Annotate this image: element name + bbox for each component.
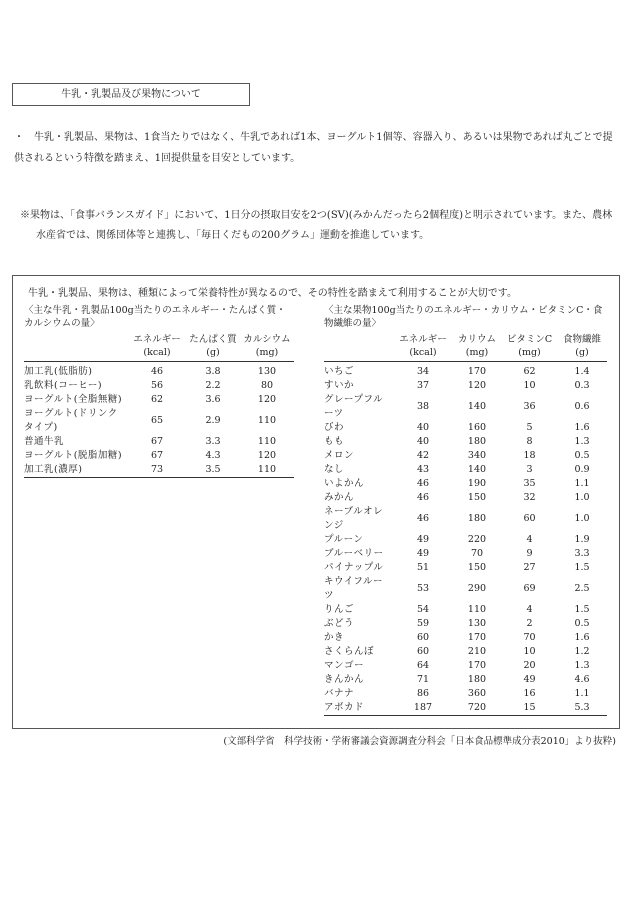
dairy-unit-energy: (kcal): [128, 346, 186, 362]
fruit-row-name: さくらんぼ: [324, 646, 375, 657]
fruit-unit-potassium: (mg): [452, 346, 502, 362]
fruit-row-energy: 40: [416, 422, 430, 433]
fruit-row-energy: 42: [416, 450, 430, 461]
dairy-row-protein: 2.9: [205, 415, 221, 426]
fruit-row: [324, 379, 607, 393]
fruit-row-energy: 60: [416, 632, 430, 643]
fruit-row-potassium: 720: [467, 702, 487, 713]
fruit-row-potassium: 120: [467, 380, 487, 391]
dairy-table: [24, 333, 294, 478]
dairy-row-energy: 67: [150, 436, 164, 447]
fruit-row: [324, 477, 607, 491]
fruit-row-name: マンゴー: [324, 660, 365, 671]
fruit-row-energy: 53: [416, 583, 430, 594]
fruit-row: [324, 491, 607, 505]
fruit-row-vitc: 4: [526, 604, 533, 615]
fruit-row-vitc: 62: [523, 366, 536, 377]
fruit-row: [324, 505, 607, 533]
fruit-row-potassium: 150: [467, 562, 487, 573]
dairy-row-energy: 56: [150, 380, 164, 391]
dairy-row-name: 加工乳(低脂肪): [24, 366, 93, 377]
fruit-row-potassium: 160: [467, 422, 487, 433]
fruit-row-name: ブルーベリー: [324, 548, 384, 559]
fruit-row-vitc: 10: [523, 380, 536, 391]
fruit-caption: 〈主な果物100g当たりのエネルギー・カリウム・ビタミンC・食物繊維の量〉: [324, 305, 603, 329]
fruit-row: [324, 435, 607, 449]
fruit-row-potassium: 170: [467, 660, 487, 671]
dairy-row-energy: 62: [150, 394, 164, 405]
fruit-row-potassium: 170: [467, 366, 487, 377]
dairy-row-energy: 46: [150, 366, 164, 377]
fruit-row: [324, 687, 607, 701]
fruit-row-energy: 64: [416, 660, 430, 671]
fruit-row-name: いよかん: [324, 478, 365, 489]
fruit-row-name: メロン: [324, 450, 355, 461]
fruit-table-section: [324, 304, 607, 716]
dairy-row-protein: 3.5: [205, 464, 221, 475]
fruit-row-name: いちご: [324, 366, 355, 377]
fruit-row-name: なし: [324, 464, 345, 475]
fruit-row-energy: 187: [413, 702, 433, 713]
note-text: ※果物は、「食事バランスガイド」において、1日分の摂取目安を2つ(SV)(みかんだったら2個程度)と明示されています。また、農林水産省では、関係団体等と連携し、「毎日くだもの200グラム」運動を推進しています。: [20, 210, 613, 241]
dairy-table-body: [24, 362, 294, 478]
fruit-row-fiber: 1.3: [574, 660, 590, 671]
dairy-unit-calcium: (mg): [240, 346, 294, 362]
fruit-row: [324, 463, 607, 477]
fruit-row-energy: 51: [416, 562, 430, 573]
fruit-row-potassium: 290: [467, 583, 487, 594]
fruit-row-fiber: 1.6: [574, 422, 590, 433]
fruit-row: [324, 673, 607, 687]
dairy-row-protein: 3.6: [205, 394, 221, 405]
section-title: 牛乳・乳製品及び果物について: [12, 83, 250, 106]
dairy-row-protein: 4.3: [205, 450, 221, 461]
fruit-row: [324, 701, 607, 716]
fruit-row-potassium: 70: [470, 548, 484, 559]
fruit-row-fiber: 0.5: [574, 450, 590, 461]
fruit-row-energy: 40: [416, 436, 430, 447]
fruit-row-vitc: 36: [523, 401, 536, 412]
fruit-row: [324, 631, 607, 645]
fruit-row: [324, 659, 607, 673]
nutrition-box: [12, 275, 620, 729]
fruit-row-vitc: 2: [526, 618, 533, 629]
fruit-row-fiber: 1.9: [574, 534, 590, 545]
fruit-row-energy: 46: [416, 513, 430, 524]
fruit-row-fiber: 1.4: [574, 366, 590, 377]
fruit-row-name: キウイフルーツ: [324, 576, 384, 601]
fruit-row-name: アボカド: [324, 702, 365, 713]
bullet-text: 牛乳・乳製品、果物は、1食当たりではなく、牛乳であれば1本、ヨーグルト1個等、容器入り、あるいは果物であれば丸ごとで提供されるという特徴を踏まえ、1回提供量を目安としています。: [14, 132, 613, 164]
dairy-header-protein: たんぱく質: [189, 334, 237, 345]
dairy-row-name: 加工乳(濃厚): [24, 464, 83, 475]
fruit-row-potassium: 180: [467, 513, 487, 524]
fruit-row-fiber: 1.1: [574, 688, 590, 699]
fruit-row-name: ネーブルオレンジ: [324, 506, 384, 531]
fruit-header-energy: エネルギー: [399, 334, 447, 345]
fruit-row: [324, 561, 607, 575]
fruit-row-fiber: 0.9: [574, 464, 590, 475]
fruit-row-fiber: 3.3: [574, 548, 590, 559]
fruit-row-vitc: 16: [523, 688, 536, 699]
fruit-row-vitc: 4: [526, 534, 533, 545]
fruit-row-potassium: 190: [467, 478, 487, 489]
fruit-row-fiber: 1.5: [574, 562, 590, 573]
dairy-unit-protein: (g): [186, 346, 240, 362]
fruit-header-blank: [324, 333, 394, 346]
fruit-row-fiber: 0.3: [574, 380, 590, 391]
fruit-row: [324, 362, 607, 380]
fruit-row-potassium: 130: [467, 618, 487, 629]
fruit-row-name: りんご: [324, 604, 355, 615]
fruit-row: [324, 575, 607, 603]
dairy-row-protein: 3.3: [205, 436, 221, 447]
fruit-row: [324, 603, 607, 617]
fruit-row-name: びわ: [324, 422, 345, 433]
fruit-row-fiber: 1.6: [574, 632, 590, 643]
fruit-row-energy: 54: [416, 604, 430, 615]
fruit-header-fiber: 食物繊維: [562, 334, 601, 345]
fruit-header-vitc: ビタミンC: [506, 334, 553, 345]
fruit-row-potassium: 170: [467, 632, 487, 643]
dairy-row: [24, 463, 294, 478]
bullet-paragraph: [14, 127, 620, 169]
dairy-row-name: 普通牛乳: [24, 436, 65, 447]
fruit-row-name: みかん: [324, 492, 355, 503]
fruit-unit-blank: [324, 346, 394, 362]
dairy-row-energy: 65: [150, 415, 164, 426]
fruit-row: [324, 645, 607, 659]
fruit-row-potassium: 180: [467, 674, 487, 685]
note-paragraph: [20, 206, 622, 246]
fruit-row-vitc: 69: [523, 583, 536, 594]
fruit-row-name: もも: [324, 436, 345, 447]
fruit-row-energy: 71: [416, 674, 430, 685]
fruit-row: [324, 617, 607, 631]
fruit-row-fiber: 1.0: [574, 492, 590, 503]
fruit-row-vitc: 20: [523, 660, 536, 671]
fruit-row-potassium: 340: [467, 450, 487, 461]
fruit-row-vitc: 5: [526, 422, 533, 433]
source-citation: (文部科学省 科学技術・学術審議会資源調査分科会「日本食品標準成分表2010」より抜粋): [223, 736, 616, 747]
dairy-row: [24, 435, 294, 449]
fruit-row: [324, 449, 607, 463]
fruit-row: [324, 547, 607, 561]
dairy-row-name: 乳飲料(コーヒー): [24, 380, 103, 391]
fruit-row-vitc: 18: [523, 450, 536, 461]
fruit-row-name: きんかん: [324, 674, 365, 685]
fruit-row-potassium: 210: [467, 646, 487, 657]
fruit-row: [324, 393, 607, 421]
fruit-row-energy: 43: [416, 464, 430, 475]
dairy-row-protein: 2.2: [205, 380, 221, 391]
fruit-row-name: プルーン: [324, 534, 364, 545]
fruit-table-body: [324, 362, 607, 716]
dairy-row-calcium: 110: [257, 436, 277, 447]
fruit-row-vitc: 27: [523, 562, 536, 573]
fruit-row-fiber: 0.5: [574, 618, 590, 629]
dairy-table-section: [24, 304, 294, 478]
fruit-unit-energy: (kcal): [394, 346, 452, 362]
fruit-row-potassium: 140: [467, 401, 487, 412]
dairy-row-name: ヨーグルト(全脂無糖): [24, 394, 123, 405]
fruit-row-potassium: 360: [467, 688, 487, 699]
dairy-row-calcium: 80: [260, 380, 274, 391]
fruit-unit-vitc: (mg): [502, 346, 557, 362]
fruit-row-vitc: 8: [526, 436, 533, 447]
dairy-row-energy: 73: [150, 464, 164, 475]
fruit-row-energy: 38: [416, 401, 430, 412]
fruit-row-energy: 86: [416, 688, 430, 699]
fruit-row-name: バナナ: [324, 688, 355, 699]
dairy-header-energy: エネルギー: [133, 334, 181, 345]
fruit-row-name: グレープフルーツ: [324, 394, 384, 419]
fruit-row-vitc: 60: [523, 513, 536, 524]
dairy-row: [24, 379, 294, 393]
fruit-row-fiber: 1.0: [574, 513, 590, 524]
fruit-row-potassium: 180: [467, 436, 487, 447]
dairy-row: [24, 407, 294, 435]
dairy-row-name: ヨーグルト(脱脂加糖): [24, 450, 123, 461]
bullet-mark: ・: [14, 132, 24, 143]
fruit-row-energy: 46: [416, 492, 430, 503]
fruit-row: [324, 533, 607, 547]
fruit-row-name: ぶどう: [324, 618, 355, 629]
fruit-row-potassium: 220: [467, 534, 487, 545]
fruit-row-potassium: 110: [467, 604, 487, 615]
dairy-row-calcium: 110: [257, 464, 277, 475]
fruit-row-name: すいか: [324, 380, 355, 391]
fruit-row-vitc: 9: [526, 548, 533, 559]
fruit-row-vitc: 49: [523, 674, 536, 685]
fruit-row-energy: 49: [416, 534, 430, 545]
fruit-row: [324, 421, 607, 435]
fruit-table: [324, 333, 607, 716]
dairy-row: [24, 449, 294, 463]
fruit-row-name: パイナップル: [324, 562, 384, 573]
fruit-row-fiber: 1.5: [574, 604, 590, 615]
fruit-row-potassium: 140: [467, 464, 487, 475]
dairy-row-energy: 67: [150, 450, 164, 461]
fruit-row-vitc: 3: [526, 464, 533, 475]
fruit-row-energy: 60: [416, 646, 430, 657]
fruit-row-potassium: 150: [467, 492, 487, 503]
dairy-row: [24, 362, 294, 380]
fruit-row-vitc: 35: [523, 478, 536, 489]
dairy-header-calcium: カルシウム: [243, 334, 291, 345]
dairy-row-calcium: 130: [257, 366, 277, 377]
fruit-row-fiber: 1.1: [574, 478, 590, 489]
fruit-row-fiber: 5.3: [574, 702, 590, 713]
fruit-row-fiber: 1.3: [574, 436, 590, 447]
fruit-row-name: かき: [324, 632, 345, 643]
fruit-header-potassium: カリウム: [458, 334, 496, 345]
intro-text: 牛乳・乳製品、果物は、種類によって栄養特性が異なるので、その特性を踏まえて利用することが大切です。: [28, 288, 517, 299]
dairy-row-protein: 3.8: [205, 366, 221, 377]
dairy-row-calcium: 110: [257, 415, 277, 426]
dairy-row-calcium: 120: [257, 450, 277, 461]
fruit-row-fiber: 1.2: [574, 646, 590, 657]
fruit-row-vitc: 70: [523, 632, 536, 643]
dairy-row: [24, 393, 294, 407]
fruit-row-energy: 46: [416, 478, 430, 489]
dairy-caption: 〈主な牛乳・乳製品100g当たりのエネルギー・たんぱく質・カルシウムの量〉: [24, 305, 286, 329]
fruit-row-vitc: 32: [523, 492, 536, 503]
fruit-row-fiber: 0.6: [574, 401, 590, 412]
fruit-row-energy: 59: [416, 618, 430, 629]
dairy-row-name: ヨーグルト(ドリンクタイプ): [24, 408, 118, 433]
fruit-row-energy: 37: [416, 380, 430, 391]
fruit-row-vitc: 15: [523, 702, 536, 713]
dairy-header-blank: [24, 333, 128, 346]
fruit-row-energy: 34: [416, 366, 430, 377]
dairy-unit-blank: [24, 346, 128, 362]
fruit-row-fiber: 4.6: [574, 674, 590, 685]
fruit-unit-fiber: (g): [557, 346, 607, 362]
fruit-row-fiber: 2.5: [574, 583, 590, 594]
dairy-row-calcium: 120: [257, 394, 277, 405]
fruit-row-energy: 49: [416, 548, 430, 559]
fruit-row-vitc: 10: [523, 646, 536, 657]
